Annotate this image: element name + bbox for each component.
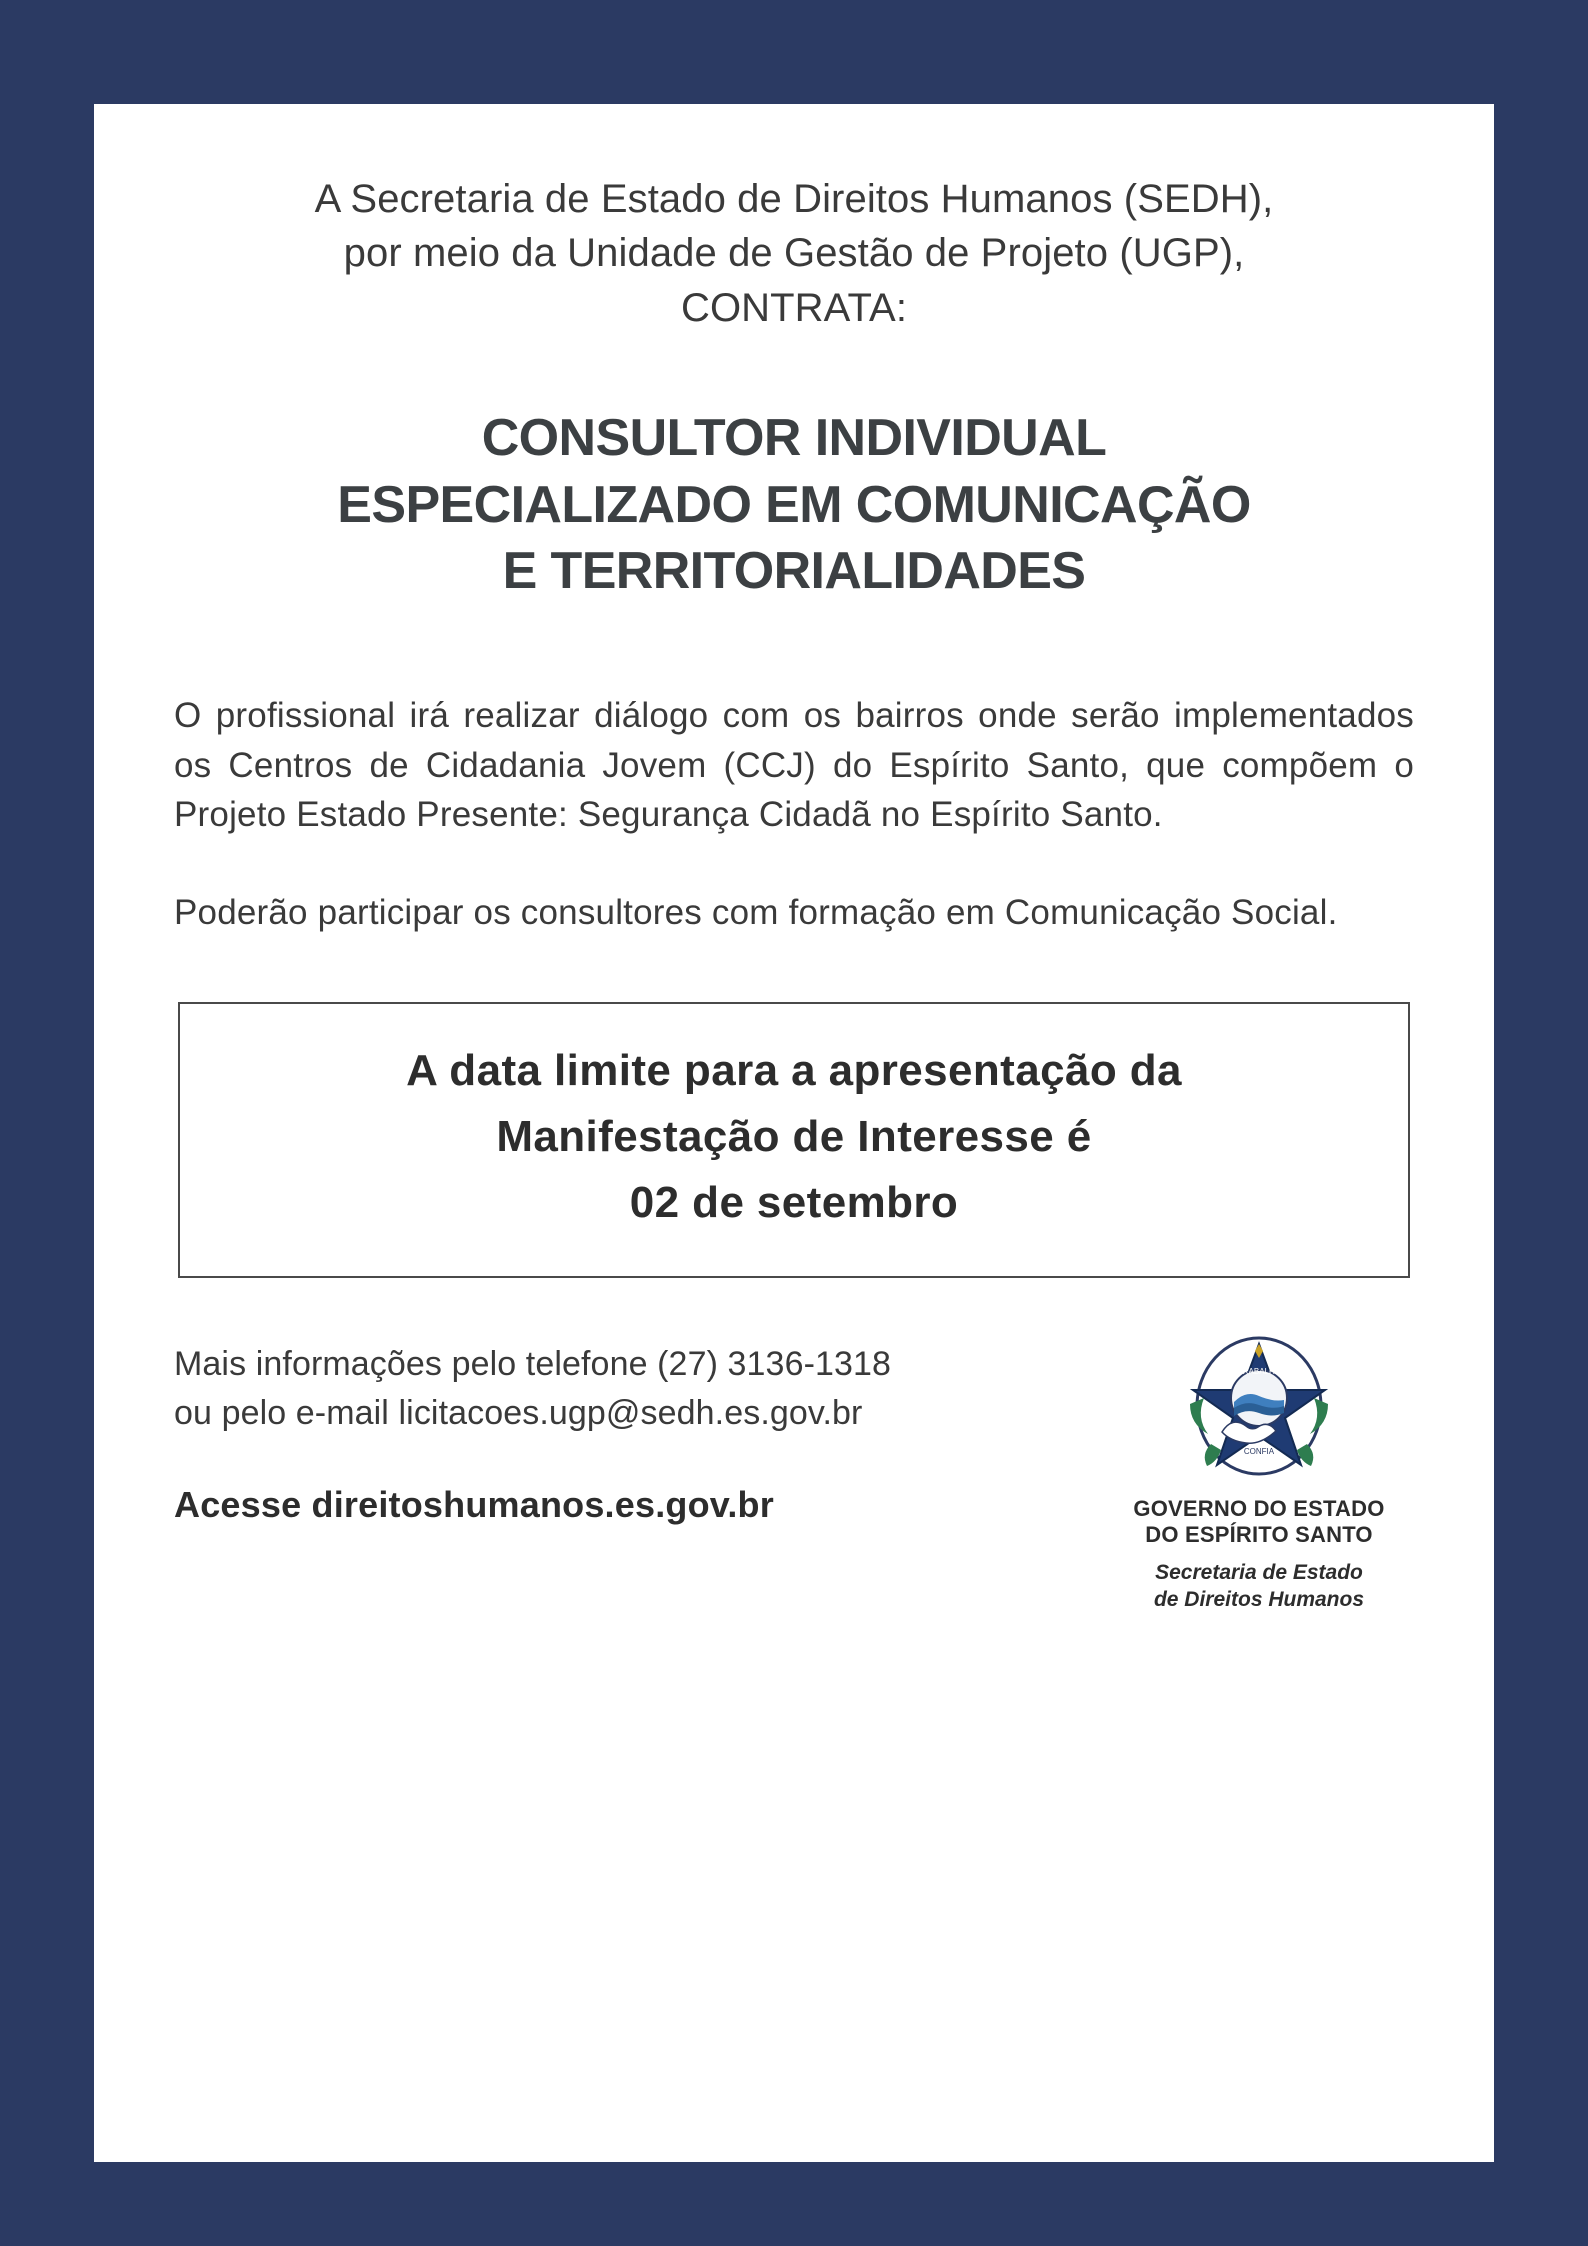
intro-line-2: por meio da Unidade de Gestão de Projeto (UGP), bbox=[343, 231, 1245, 276]
title-line-2: ESPECIALIZADO EM COMUNICAÇÃO bbox=[337, 475, 1251, 534]
brand-sec-line-2: de Direitos Humanos bbox=[1153, 1587, 1365, 1611]
brand-sec-line-1: Secretaria de Estado bbox=[1155, 1561, 1363, 1585]
title-line-1: CONSULTOR INDIVIDUAL bbox=[481, 409, 1107, 468]
deadline-date: 02 de setembro bbox=[629, 1177, 959, 1227]
svg-text:TRABALHA: TRABALHA bbox=[1237, 1366, 1281, 1376]
brand-gov-line-1: GOVERNO DO ESTADO bbox=[1133, 1495, 1385, 1521]
intro-line-3: CONTRATA: bbox=[680, 285, 908, 330]
espirito-santo-state-coat-of-arms-icon bbox=[1164, 1328, 1354, 1488]
footer-block bbox=[174, 1340, 1414, 1640]
brand-gov-line-2: DO ESPÍRITO SANTO bbox=[1145, 1521, 1373, 1547]
description-paragraph-1: O profissional irá realizar diálogo com os bairros onde serão implementados os Centros de Cidadania Jovem (CCJ) do Espírito Santo, que compõem o Projeto Estado Presente: Segurança Cidadã no Espírito Santo. bbox=[174, 695, 1414, 835]
page-title bbox=[174, 335, 1414, 605]
deadline-line-2: Manifestação de Interesse é bbox=[496, 1111, 1092, 1161]
contact-phone-line: Mais informações pelo telefone (27) 3136-1318 bbox=[174, 1344, 892, 1383]
contact-email-line: ou pelo e-mail licitacoes.ugp@sedh.es.gov.br bbox=[174, 1393, 863, 1432]
deadline-callout-box bbox=[178, 1002, 1410, 1278]
website-line[interactable]: Acesse direitoshumanos.es.gov.br bbox=[174, 1484, 774, 1526]
intro-line-1: A Secretaria de Estado de Direitos Humanos (SEDH), bbox=[314, 177, 1274, 221]
deadline-line-1: A data limite para a apresentação da bbox=[406, 1045, 1182, 1095]
intro-block bbox=[174, 162, 1414, 335]
brand-block bbox=[1104, 1328, 1414, 1613]
brand-secretary-name bbox=[1104, 1560, 1414, 1613]
poster-content bbox=[94, 104, 1494, 2162]
brand-government-name bbox=[1104, 1496, 1414, 1548]
description-paragraph-2: Poderão participar os consultores com formação em Comunicação Social. bbox=[174, 892, 1338, 932]
svg-text:CONFIA: CONFIA bbox=[1243, 1446, 1275, 1456]
title-line-3: E TERRITORIALIDADES bbox=[502, 542, 1086, 601]
poster-card bbox=[94, 104, 1494, 2162]
